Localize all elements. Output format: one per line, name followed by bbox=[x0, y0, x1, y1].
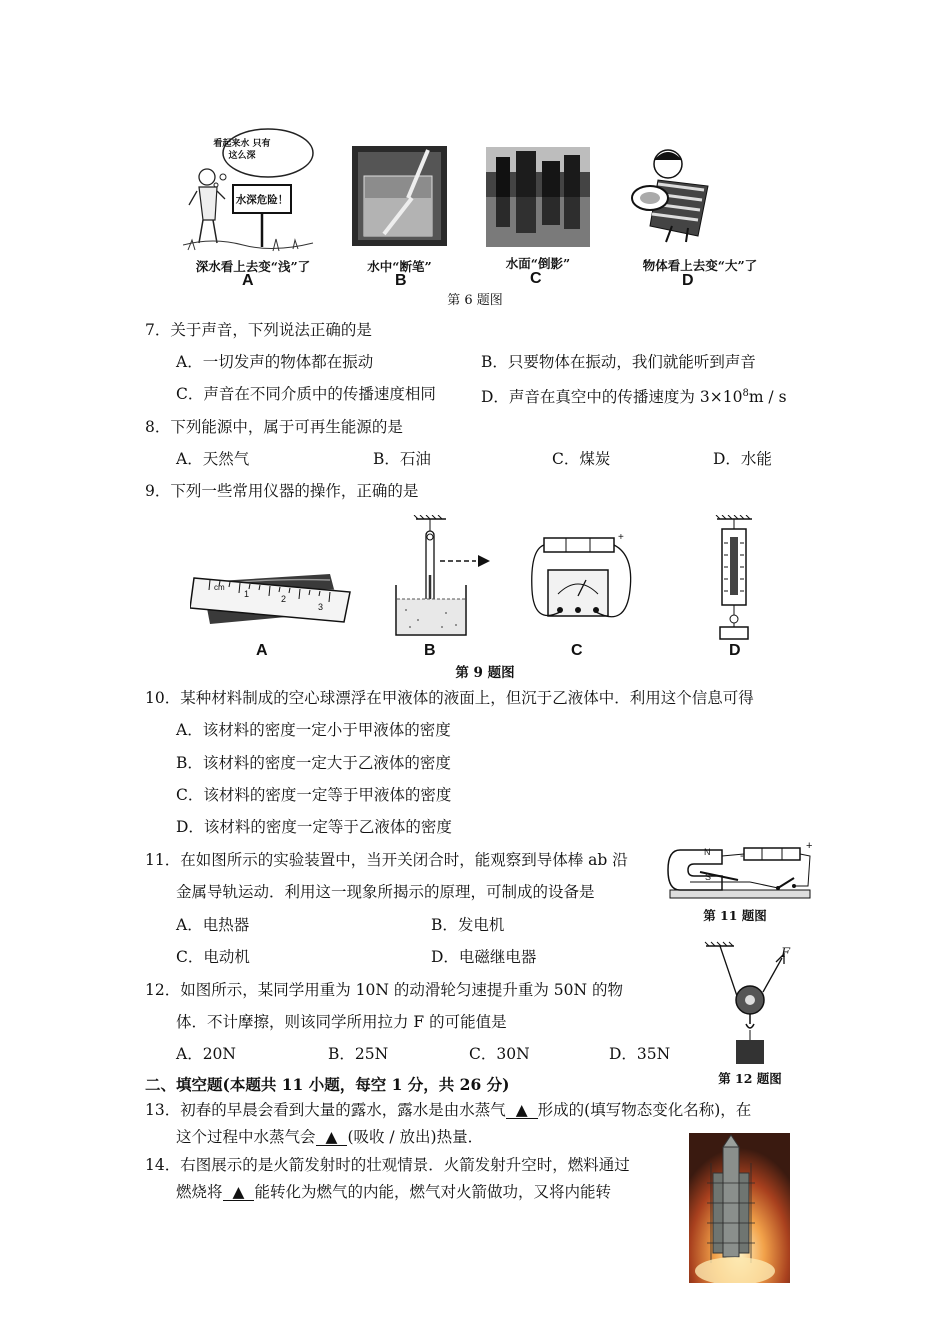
q8-stem: 8．下列能源中，属于可再生能源的是 bbox=[145, 418, 403, 436]
q7-option-b: B．只要物体在振动，我们就能听到声音 bbox=[481, 353, 756, 371]
q9-figure-a-ruler bbox=[190, 552, 360, 634]
q9-ruler-tick-3: 3 bbox=[318, 602, 324, 612]
q10-option-b: B．该材料的密度一定大于乙液体的密度 bbox=[176, 754, 451, 772]
q11-figure-label-plus: + bbox=[806, 840, 813, 852]
fig6-sign-text: 水深危险！ bbox=[235, 194, 289, 206]
q14-rocket-photo bbox=[689, 1133, 790, 1283]
q9-figure-title: 第 9 题图 bbox=[455, 665, 515, 681]
q10-option-a: A．该材料的密度一定小于甲液体的密度 bbox=[176, 721, 451, 739]
q8-option-b: B．石油 bbox=[373, 450, 431, 468]
svg-text:+: + bbox=[618, 532, 624, 543]
q12-option-b: B．25N bbox=[328, 1045, 389, 1063]
fig6-bubble-text: 看起来水 只有这么深 bbox=[213, 139, 271, 161]
q13-blank-2[interactable]: ▲ bbox=[316, 1129, 348, 1146]
q10-stem: 10．某种材料制成的空心球漂浮在甲液体的液面上，但沉于乙液体中．利用这个信息可得 bbox=[145, 689, 754, 707]
q13-blank-1[interactable]: ▲ bbox=[506, 1102, 538, 1119]
q9-stem: 9．下列一些常用仪器的操作，正确的是 bbox=[145, 482, 419, 500]
q11-option-b: B．发电机 bbox=[431, 916, 505, 934]
q9-ruler-tick-1: 1 bbox=[244, 589, 250, 599]
q11-option-c: C．电动机 bbox=[176, 948, 250, 966]
q11-figure-label-s: S bbox=[705, 872, 712, 882]
fig6-title: 第 6 题图 bbox=[447, 293, 503, 308]
fig6-letter-d: D bbox=[682, 272, 694, 289]
q9-figure-c-ammeter-circuit bbox=[522, 530, 637, 630]
q7-option-a: A．一切发声的物体都在振动 bbox=[176, 353, 374, 371]
fig6-letter-a: A bbox=[242, 272, 254, 289]
q14-line2: 燃烧将 ▲ 能转化为燃气的内能，燃气对火箭做功，又将内能转 bbox=[176, 1183, 611, 1201]
fig6-caption-d: 物体看上去变“大”了 bbox=[642, 258, 758, 273]
q10-option-d: D．该材料的密度一定等于乙液体的密度 bbox=[176, 818, 452, 836]
q11-stem-line2: 金属导轨运动．利用这一现象所揭示的原理，可制成的设备是 bbox=[176, 883, 595, 901]
fig6-panel-c-photo bbox=[486, 147, 590, 247]
q9-figure-b-thermometer bbox=[386, 515, 496, 640]
q7-stem: 7．关于声音，下列说法正确的是 bbox=[145, 321, 372, 339]
q12-stem-line2: 体．不计摩擦，则该同学所用拉力 F 的可能值是 bbox=[176, 1013, 507, 1031]
q12-force-label: F bbox=[781, 946, 791, 961]
fig6-caption-c: 水面“倒影” bbox=[505, 256, 571, 271]
q11-option-d: D．电磁继电器 bbox=[431, 948, 537, 966]
q9-letter-b: B bbox=[424, 642, 436, 659]
q13-line2: 这个过程中水蒸气会 ▲ (吸收 / 放出)热量． bbox=[176, 1128, 484, 1146]
q11-option-a: A．电热器 bbox=[176, 916, 250, 934]
q7-option-c: C．声音在不同介质中的传播速度相同 bbox=[176, 385, 436, 403]
fig6-letter-b: B bbox=[395, 272, 407, 289]
q7-option-d: D．声音在真空中的传播速度为 $3\times 10^8m / s$ bbox=[481, 388, 787, 407]
q14-blank-1[interactable]: ▲ bbox=[223, 1184, 255, 1201]
q9-figure-d-spring-scale bbox=[712, 515, 762, 643]
q8-option-c: C．煤炭 bbox=[552, 450, 611, 468]
q9-letter-a: A bbox=[256, 642, 268, 659]
q11-figure-title: 第 11 题图 bbox=[703, 908, 767, 923]
q9-ruler-tick-2: 2 bbox=[281, 594, 287, 604]
q12-option-a: A．20N bbox=[176, 1045, 236, 1063]
q12-option-d: D．35N bbox=[609, 1045, 671, 1063]
q11-figure-label-n: N bbox=[704, 847, 711, 857]
fig6-letter-c: C bbox=[530, 270, 542, 287]
fig6-caption-a: 深水看上去变“浅”了 bbox=[195, 259, 311, 274]
q10-option-c: C．该材料的密度一定等于甲液体的密度 bbox=[176, 786, 452, 804]
q14-line1: 14．右图展示的是火箭发射时的壮观情景．火箭发射升空时，燃料通过 bbox=[145, 1156, 630, 1174]
q9-ruler-unit: cm bbox=[214, 583, 225, 592]
section2-heading: 二、填空题(本题共 11 小题，每空 1 分，共 26 分) bbox=[145, 1075, 510, 1094]
q12-figure-title: 第 12 题图 bbox=[718, 1071, 782, 1086]
q11-figure-label-minus: - bbox=[740, 850, 744, 862]
q8-option-d: D．水能 bbox=[713, 450, 772, 468]
fig6-panel-d-illustration bbox=[628, 146, 723, 246]
q9-letter-d: D bbox=[729, 642, 741, 659]
fig6-caption-b: 水中“断笔” bbox=[367, 259, 432, 274]
q9-letter-c: C bbox=[571, 642, 583, 659]
q12-option-c: C．30N bbox=[469, 1045, 530, 1063]
q11-stem-line1: 11．在如图所示的实验装置中，当开关闭合时，能观察到导体棒 ab 沿 bbox=[145, 851, 628, 869]
q12-stem-line1: 12．如图所示，某同学用重为 10N 的动滑轮匀速提升重为 50N 的物 bbox=[145, 981, 624, 999]
q13-line1: 13．初春的早晨会看到大量的露水，露水是由水蒸气 ▲ 形成的(填写物态变化名称)，在 bbox=[145, 1101, 752, 1119]
q8-option-a: A．天然气 bbox=[176, 450, 250, 468]
fig6-panel-b-photo bbox=[352, 146, 447, 246]
